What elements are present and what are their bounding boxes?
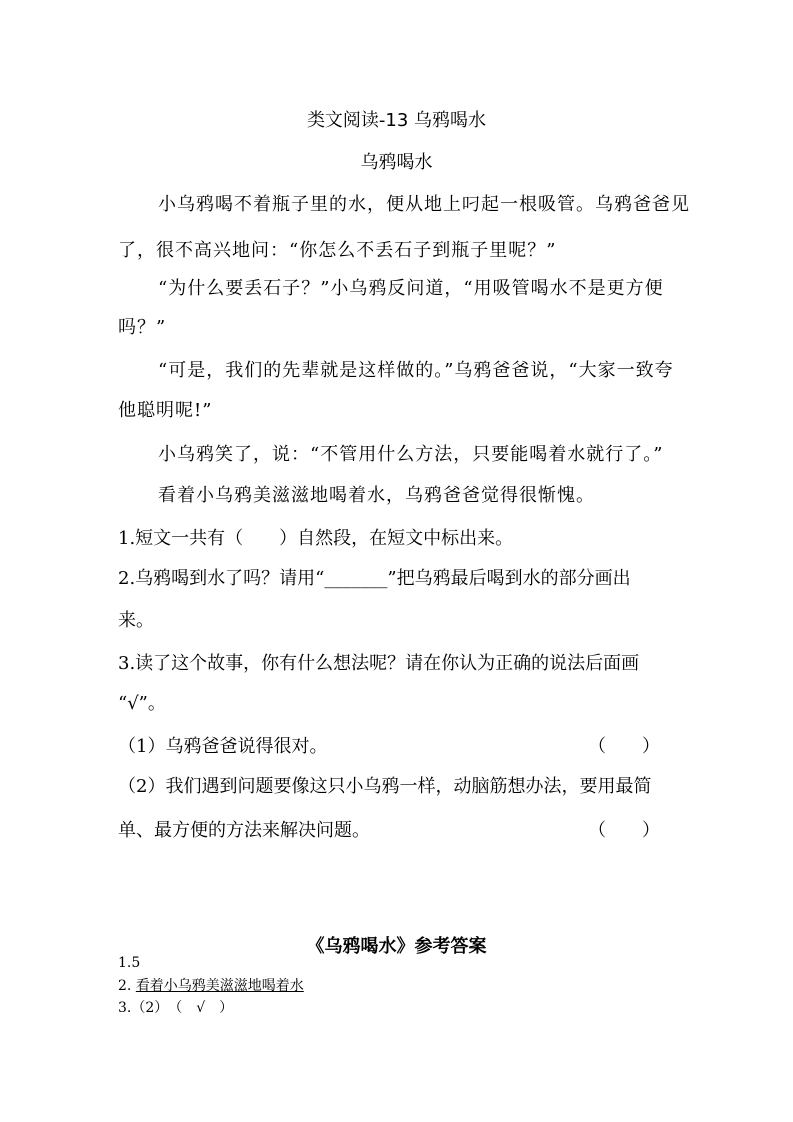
- question-3-line-2: “√”。: [118, 693, 166, 714]
- story-paragraph-4: 小乌鸦笑了，说：“不管用什么方法，只要能喝着水就行了。”: [158, 444, 664, 465]
- story-paragraph-3-line-1: “可是，我们的先辈就是这样做的。”乌鸦爸爸说，“大家一致夸: [158, 360, 674, 381]
- option-2-answer-blank: （ ）: [588, 820, 660, 841]
- story-paragraph-5: 看着小乌鸦美滋滋地喝着水，乌鸦爸爸觉得很惭愧。: [158, 485, 595, 506]
- option-2-line-1: （2）我们遇到问题要像这只小乌鸦一样，动脑筋想办法，要用最简: [118, 776, 652, 797]
- page-title: 类文阅读-13 乌鸦喝水: [306, 110, 487, 131]
- question-2-line-2: 来。: [118, 610, 154, 631]
- story-paragraph-3-line-2: 他聪明呢!”: [118, 400, 213, 421]
- answer-3: 3.（2） （ √ ）: [118, 1000, 234, 1016]
- story-paragraph-2-line-1: “为什么要丢石子？”小乌鸦反问道，“用吸管喝水不是更方便: [158, 278, 664, 299]
- story-paragraph-2-line-2: 吗？”: [118, 317, 167, 338]
- question-2-line-1: 2.乌鸦喝到水了吗？请用“_______”把乌鸦最后喝到水的部分画出: [118, 568, 631, 589]
- option-1-answer-blank: （ ）: [588, 736, 660, 757]
- option-1: （1）乌鸦爸爸说得很对。: [118, 736, 328, 757]
- question-3-line-1: 3.读了这个故事，你有什么想法呢？请在你认为正确的说法后面画: [118, 653, 640, 674]
- story-paragraph-1-line-2: 了，很不高兴地问：“你怎么不丢石子到瓶子里呢？”: [118, 240, 557, 261]
- option-2-line-2: 单、最方便的方法来解决问题。: [118, 820, 370, 841]
- answer-key-title: 《乌鸦喝水》参考答案: [306, 936, 487, 957]
- story-title: 乌鸦喝水: [360, 152, 433, 173]
- answer-2-text: 看着小乌鸦美滋滋地喝着水: [135, 978, 304, 994]
- question-1: 1.短文一共有（ ）自然段，在短文中标出来。: [118, 528, 514, 549]
- answer-1: 1.5: [118, 955, 141, 971]
- answer-2-number: 2.: [118, 978, 136, 994]
- answer-2: [118, 975, 304, 995]
- story-paragraph-1-line-1: 小乌鸦喝不着瓶子里的水，便从地上叼起一根吸管。乌鸦爸爸见: [158, 194, 690, 215]
